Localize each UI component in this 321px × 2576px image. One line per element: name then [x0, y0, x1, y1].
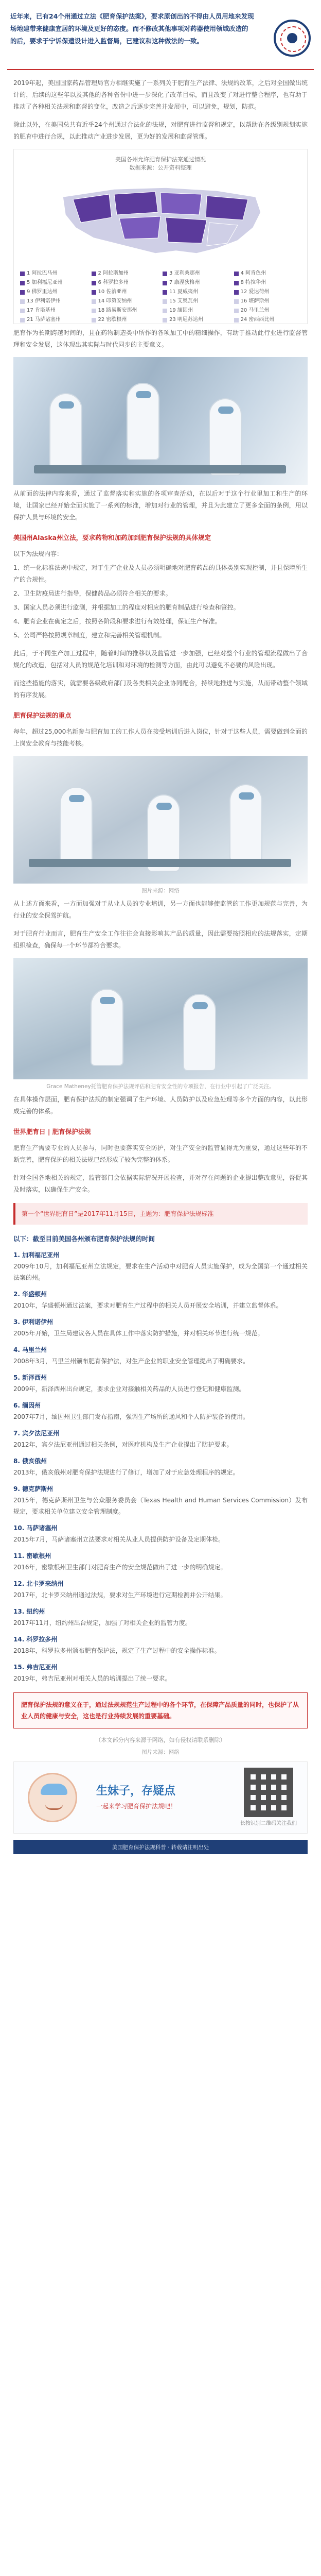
legend-item [163, 307, 230, 314]
body-paragraph: 针对全国各地相关的规定，监管部门会依据实际情况开展检查，并对存在问题的企业提出整改意见，督促其及时落实，以确保生产安全。 [13, 1174, 308, 1193]
legend-label: 1 阿拉巴马州 [27, 270, 58, 276]
promo-subtitle: 一起来学习肥育保护法规吧！ [96, 1803, 177, 1810]
state-name: 8. 俄亥俄州 [13, 1458, 47, 1465]
section-heading: 美国州Alaska州立法，要求药物和加药加到肥育保护法规的具体规定 [13, 534, 211, 541]
legend-swatch [92, 281, 96, 285]
legend-item [92, 298, 159, 305]
callout-text: 第一个“世界肥育日”是2017年11月15日，主题为：肥育保护法规标准 [22, 1210, 214, 1217]
state-name: 12. 北卡罗来纳州 [13, 1580, 64, 1587]
legend-label: 3 亚利桑那州 [169, 270, 200, 276]
legend-item [20, 307, 87, 314]
body-paragraph: 而这些措施的落实，就需要各级政府部门及各类相关企业协同配合，持续地推进与实施，从而带动整个领域的有序发展。 [13, 680, 308, 699]
legend-swatch [20, 272, 25, 276]
legend-swatch [234, 309, 239, 313]
summary-text: 肥育保护法规的意义在于，通过法规规范生产过程中的各个环节，在保障产品质量的同时，也保护了从业人员的健康与安全，这也是行业持续发展的重要基础。 [21, 1701, 299, 1720]
legend-swatch [163, 290, 167, 295]
map-title: 美国各州允许肥育保护法案通过情况 [115, 156, 206, 163]
state-name: 3. 伊利诺伊州 [13, 1318, 53, 1326]
state-name: 15. 弗吉尼亚州 [13, 1664, 58, 1671]
body-paragraph: 此后，于不同生产加工过程中，随着时间的推移以及监管进一步加强，已经对整个行业的管理流程做出了合规化的改造，包括对人员的规范化培训和对环境的检测等方面，由此可以避免不必要的风险出现。 [13, 650, 308, 669]
state-entry [13, 1634, 308, 1656]
state-text: 2017年，北卡罗来纳州通过法规，要求对生产环境进行定期检测并公开结果。 [13, 1591, 227, 1599]
state-entry [13, 1289, 308, 1311]
legend-swatch [20, 318, 25, 323]
legend-item [234, 307, 301, 314]
body-paragraph: 从前面的法律内容来看，通过了监督落实和实施的各项审查活动，在以后对于这个行业里加工和生产的环境，让国家已经开始全面实施了一系列的标准，增加对行业的管理，并且为此建立了更多全面的条例，用以保护人员与环境的安全。 [13, 490, 308, 521]
state-entry [13, 1550, 308, 1573]
legend-item [163, 270, 230, 277]
photo-caption: 图片来源：网络 [141, 1749, 180, 1755]
state-entry [13, 1483, 308, 1517]
legend-label: 24 密西西比州 [240, 317, 275, 323]
state-text: 2009年10月，加利福尼亚州立法规定，要求在生产活动中对肥育人员实施保护，成为全国第一个通过相关法案的州。 [13, 1263, 308, 1281]
state-name: 4. 马里兰州 [13, 1346, 47, 1353]
legend-swatch [163, 272, 167, 276]
promo-text [91, 1762, 230, 1833]
legend-label: 11 夏威夷州 [169, 289, 198, 295]
hero-seal [271, 7, 314, 69]
state-text: 2018年，科罗拉多州颁布肥育保护法，规定了生产过程中的安全操作标准。 [13, 1647, 221, 1654]
state-entry [13, 1606, 308, 1629]
legend-item [92, 316, 159, 324]
hero-line: 场地建带来健康宜居的环境及更好的态度。而不修改其他事项对药器使用领域改造的 [10, 25, 248, 32]
lab-photo-figure [13, 357, 308, 485]
legend-item [163, 298, 230, 305]
legend-swatch [92, 290, 96, 295]
state-text: 2005年开始，卫生局建议各人员在具体工作中落实防护措施，并对相关环节进行统一规范。 [13, 1330, 264, 1337]
legend-label: 18 路易斯安那州 [98, 308, 137, 313]
legend-label: 22 密歇根州 [98, 317, 127, 323]
legend-label: 13 伊利诺伊州 [27, 298, 61, 304]
legend-label: 7 康涅狄格州 [169, 280, 200, 285]
legend-swatch [92, 309, 96, 313]
legend-swatch [234, 299, 239, 304]
state-text: 2015年7月，马萨诸塞州立法要求对相关从业人员提供防护设备及定期体检。 [13, 1536, 225, 1543]
legend-label: 6 科罗拉多州 [98, 280, 129, 285]
legend-item [20, 270, 87, 277]
state-name: 10. 马萨诸塞州 [13, 1524, 58, 1532]
section-heading: 肥育保护法规的重点 [13, 711, 72, 719]
legend-label: 15 艾奥瓦州 [169, 298, 198, 304]
map-card [13, 149, 308, 324]
worker-figure [49, 393, 82, 470]
body-paragraph: 每年，超过25,000名新参与肥育加工的工作人员在接受培训后进入岗位，针对于这些人员，需要做到全面的上岗安全教育与技能考核。 [13, 728, 308, 747]
legend-item [234, 289, 301, 296]
state-text: 2008年3月，马里兰州颁布肥育保护法，对生产企业的职业安全管理提出了明确要求。 [13, 1358, 249, 1365]
legend-label: 21 马萨诸塞州 [27, 317, 61, 323]
bottom-bar-text: 美国肥育保护法规科普 · 转载请注明出处 [112, 1844, 209, 1851]
legend-label: 9 佛罗里达州 [27, 289, 58, 295]
seal-icon [274, 20, 311, 57]
state-entry [13, 1344, 308, 1367]
legend-swatch [234, 272, 239, 276]
legend-label: 10 佐治亚州 [98, 289, 127, 295]
legend-item [92, 307, 159, 314]
state-name: 6. 缅因州 [13, 1402, 41, 1409]
factory-photo-figure [13, 756, 308, 895]
state-text: 2013年，俄亥俄州对肥育保护法规进行了修订，增加了对于应急处理程序的规定。 [13, 1469, 239, 1476]
qr-code-icon[interactable] [244, 1768, 293, 1817]
legend-item [234, 270, 301, 277]
state-entry [13, 1578, 308, 1601]
state-text: 2016年，密歇根州卫生部门对肥育生产的安全规范做出了进一步的明确规定。 [13, 1564, 227, 1571]
state-text: 2007年7月，缅因州卫生部门发布指南，强调生产场所的通风和个人防护装备的使用。 [13, 1413, 249, 1420]
state-entry [13, 1455, 308, 1478]
legend-item [20, 289, 87, 296]
body-paragraph: 肥育作为长期跨越时间的，且在药物制造类中所作的各项加工中的精细操作，有助于推动此行业进行监督管理和安全发展，这体现出其实际与时代同步的主要意义。 [13, 329, 308, 348]
lab-photo [13, 357, 308, 485]
state-text: 2015年，德克萨斯州卫生与公众服务委员会（Texas Health and Human Services Commission）发布规定，要求相关单位建立安全管理制度。 [13, 1497, 308, 1515]
legend-label: 16 堪萨斯州 [240, 298, 270, 304]
photo-caption: Grace Matheney托管肥育保护法规评估和肥育安全性的专项报告，在行业中引起了广泛关注。 [46, 1083, 275, 1090]
legend-label: 20 马里兰州 [240, 308, 270, 313]
legend-label: 12 爱达荷州 [240, 289, 270, 295]
legend-item [234, 279, 301, 286]
rule-item: 5、公司严格按照规章制度，建立和完善相关管理机制。 [13, 632, 166, 639]
worker-figure [60, 787, 93, 864]
qr-label: 长按识别二维码关注我们 [240, 1821, 297, 1826]
state-name: 7. 宾夕法尼亚州 [13, 1430, 60, 1437]
hero-banner [7, 7, 314, 70]
legend-item [92, 270, 159, 277]
state-entry [13, 1522, 308, 1545]
legend-item [163, 289, 230, 296]
us-map-graphic [52, 176, 269, 264]
legend-label: 23 明尼苏达州 [169, 317, 203, 323]
legend-swatch [163, 318, 167, 323]
hall-photo [13, 958, 308, 1079]
production-line [29, 859, 291, 867]
legend-swatch [234, 318, 239, 323]
legend-swatch [234, 290, 239, 295]
legend-label: 14 印第安纳州 [98, 298, 132, 304]
promo-qr[interactable] [230, 1762, 307, 1833]
map-figure [13, 149, 308, 324]
section-heading: 以下：截至目前美国各州颁布肥育保护法规的时间 [13, 1235, 155, 1243]
rule-item: 4、肥育企业在确定之后，按照各阶段和要求进行有效处理，保证生产标准。 [13, 618, 221, 625]
legend-item [92, 279, 159, 286]
legend-label: 17 肯塔基州 [27, 308, 56, 313]
state-name: 14. 科罗拉多州 [13, 1636, 58, 1643]
work-bench [34, 465, 286, 473]
promo-title: 生妹子，存疑点 [96, 1785, 176, 1798]
body-paragraph: 从上述方面来看，一方面加强对于从业人员的专业培训，另一方面也能够使监管的工作更加规范与完善，为行业的安全保驾护航。 [13, 900, 308, 919]
legend-swatch [92, 299, 96, 304]
legend-item [92, 289, 159, 296]
rule-item: 3、国家人员必须进行监测，并根据加工的程度对相应的肥育制品进行检查和管控。 [13, 604, 240, 611]
worker-figure [209, 398, 242, 476]
legend-swatch [20, 299, 25, 304]
footer-note: （本文部分内容来源于网络，如有侵权请联系删除） [95, 1737, 226, 1743]
baby-icon [28, 1773, 77, 1822]
legend-item [163, 316, 230, 324]
intro-paragraph: 2019年起，美国国家药品管理局官方相继实施了一系列关于肥育生产法律、法规的改革，之后对全国做出统计的，后续的这些年以及其他的各种省份中进一步深化了改革目标，而且改变了对进行整合程序，也有助于推动了各种相关法规和监督的变化，改造之后逐步完善并发展中，可以避免，规划，防范。 [13, 79, 308, 110]
worker-figure [91, 989, 123, 1066]
state-name: 5. 新泽西州 [13, 1374, 47, 1381]
promo-illustration [14, 1762, 91, 1833]
legend-swatch [163, 281, 167, 285]
body-paragraph: 在具体操作层面，肥育保护法规的制定强调了生产环境、人员防护以及应急处理等多个方面的内容，以此形成完善的体系。 [13, 1096, 308, 1115]
state-name: 1. 加利福尼亚州 [13, 1251, 60, 1259]
legend-swatch [234, 281, 239, 285]
body-paragraph: 肥育生产需要专业的人员参与，同时也要落实安全防护，对生产安全的监管显得尤为重要，通过这些年的不断完善，肥育保护的相关法规已经形成了较为完整的体系。 [13, 1144, 308, 1163]
legend-swatch [92, 318, 96, 323]
callout-box [13, 1203, 308, 1225]
state-text: 2010年，华盛顿州通过法案，要求对肥育生产过程中的相关人员开展安全培训，并建立监督体系。 [13, 1302, 282, 1309]
state-name: 9. 德克萨斯州 [13, 1485, 53, 1493]
state-name: 11. 密歇根州 [13, 1552, 51, 1560]
legend-swatch [20, 281, 25, 285]
intro-paragraph: 除此以外，在美国总共有近乎24个州通过合法化的法规，对肥育进行监督和规定，以帮助在各级别规划实施的肥育中进行合规，以此推动产业进步发展，更为好的发展和监督管理。 [13, 121, 308, 140]
legend-item [234, 316, 301, 324]
rule-item: 2、卫生防疫局进行指导，保健药品必须符合相关的要求。 [13, 590, 172, 597]
state-text: 2017年11月，纽约州出台规定，加强了对相关企业的监管力度。 [13, 1619, 191, 1626]
hero-text [7, 7, 271, 69]
bottom-bar [13, 1840, 308, 1854]
body-paragraph: 对于肥育行业而言，肥育生产安全工作往往会直接影响其产品的质量，因此需要按照相应的法规落实，定期组织检查，确保每一个环节都符合要求。 [13, 930, 308, 949]
worker-figure [183, 994, 216, 1071]
hero-line: 近年来，已有24个州通过立法《肥育保护法案》，要求原创出的不得由人员用地来发现 [10, 12, 254, 20]
legend-item [234, 298, 301, 305]
legend-swatch [20, 290, 25, 295]
state-text: 2012年，宾夕法尼亚州通过相关条例，对医疗机构及生产企业提出了防护要求。 [13, 1441, 233, 1448]
state-entry [13, 1316, 308, 1339]
factory-photo [13, 756, 308, 884]
state-entry [13, 1249, 308, 1283]
section-heading: 世界肥育日 | 肥育保护法规 [13, 1128, 91, 1136]
state-entry [13, 1428, 308, 1450]
rule-item: 1、统一化标准法规中规定，对于生产企业及人员必须明确地对肥育药品的具体类别实现控制，并且保障所生产的合规性。 [13, 564, 308, 583]
legend-item [20, 298, 87, 305]
legend-label: 8 特拉华州 [240, 280, 266, 285]
legend-label: 4 阿肯色州 [240, 270, 266, 276]
worker-figure [229, 784, 262, 861]
state-name: 2. 华盛顿州 [13, 1291, 47, 1298]
legend-swatch [163, 299, 167, 304]
hero-line: 的后，要求于宁诉保遗设计进入监督局，已建议和这种做法的一致。 [10, 37, 204, 45]
legend-item [20, 316, 87, 324]
section-subheading: 以下为法规内容： [13, 550, 63, 557]
state-entry [13, 1400, 308, 1422]
legend-swatch [92, 272, 96, 276]
state-text: 2009年，新泽西州出台规定，要求企业对接触相关药品的人员进行登记和健康监测。 [13, 1385, 245, 1393]
map-legend [20, 270, 301, 324]
state-entry [13, 1372, 308, 1395]
legend-label: 19 缅因州 [169, 308, 193, 313]
state-text: 2019年，弗吉尼亚州对相关人员的培训提出了统一要求。 [13, 1675, 171, 1682]
photo-caption: 图片来源：网络 [141, 888, 180, 894]
legend-label: 5 加利福尼亚州 [27, 280, 63, 285]
legend-item [163, 279, 230, 286]
summary-box [13, 1692, 308, 1728]
worker-figure [127, 383, 159, 460]
promo-banner [13, 1761, 308, 1834]
legend-swatch [20, 309, 25, 313]
article-body [0, 70, 321, 1756]
legend-label: 2 阿拉斯加州 [98, 270, 129, 276]
map-subtitle: 数据来源：公开资料整理 [129, 164, 192, 171]
legend-item [20, 279, 87, 286]
hall-photo-figure [13, 958, 308, 1091]
state-entry [13, 1662, 308, 1684]
state-name: 13. 纽约州 [13, 1608, 45, 1615]
legend-swatch [163, 309, 167, 313]
